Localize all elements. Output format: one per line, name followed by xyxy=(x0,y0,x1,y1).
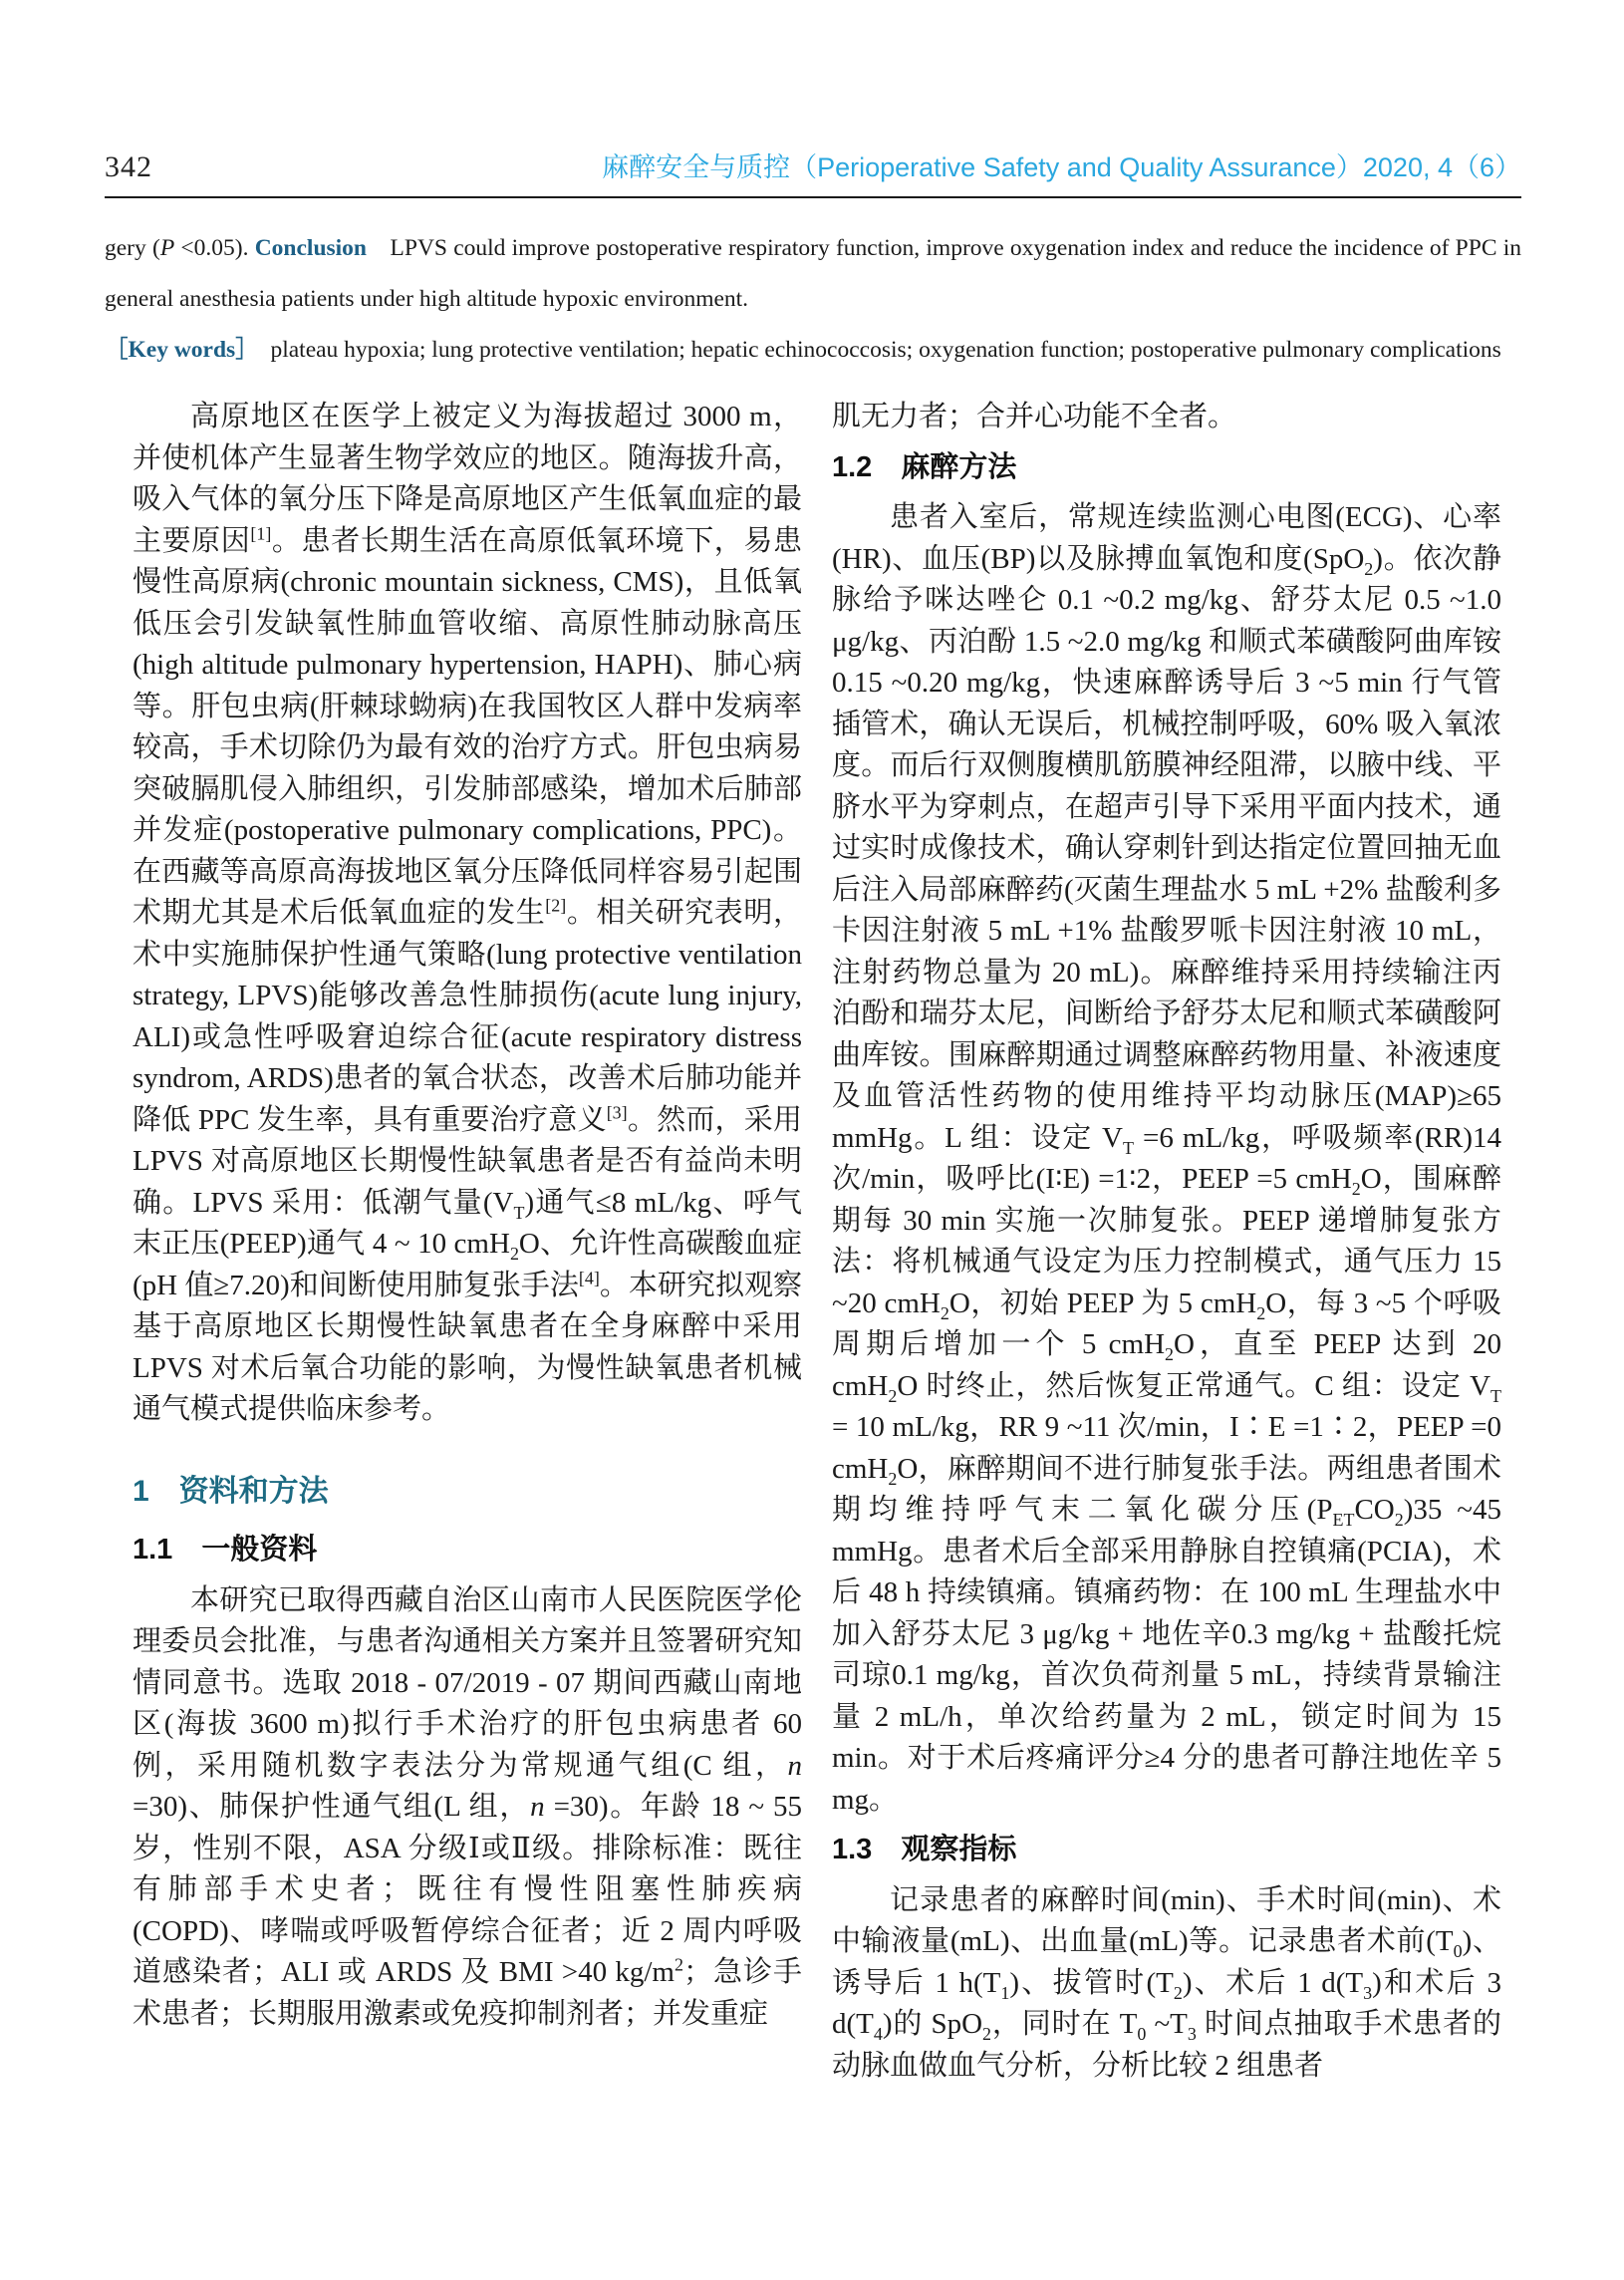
body-right-column xyxy=(832,397,1501,2087)
subsection-heading: 1.3 观察指标 xyxy=(832,1834,1017,1865)
body-paragraph: 本研究已取得西藏自治区山南市人民医院医学伦理委员会批准，与患者沟通相关方案并且签署研究知情同意书。选取 2018 - 07/2019 - 07 期间西藏山南地区(海拔 3600 m)拟行手术治疗的肝包虫病患者 60 例，采用随机数字表法分为常规通气组(C 组，n =30)、肺保护性通气组(L 组，n =30)。年龄 18 ~ 55 岁，性别不限，ASA 分级Ⅰ或Ⅱ级。排除标准：既往有肺部手术史者；既往有慢性阻塞性肺疾病(COPD)、哮喘或呼吸暂停综合征者；近 2 周内呼吸道感染者；ALI 或 ARDS 及 BMI >40 $kg/m^2$；急诊手术患者；长期服用激素或免疫抑制剂者；并发重症 xyxy=(133,1583,803,2030)
subsection-heading: 1.1 一般资料 xyxy=(133,1534,318,1566)
body-left-column xyxy=(133,397,802,2087)
journal-title: 麻醉安全与质控（Perioperative Safety and Quality Assurance）2020, 4（6） xyxy=(602,152,1521,182)
body-paragraph: 肌无力者；合并心功能不全者。 xyxy=(832,401,1237,432)
abstract-continuation: gery (P <0.05). Conclusion LPVS could improve postoperative respiratory function, improve oxygenation index and reduce the incidence of PPC in general anesthesia patients under high altitude hypoxic environment. xyxy=(105,235,1521,312)
abstract-tail xyxy=(105,223,1521,376)
header-rule xyxy=(105,196,1521,198)
keywords-label: ［Key words］ xyxy=(105,337,259,363)
conclusion-label: Conclusion xyxy=(254,235,368,261)
page-number: 342 xyxy=(105,150,152,183)
subsection-heading: 1.2 麻醉方法 xyxy=(832,450,1017,483)
body-paragraph: 患者入室后，常规连续监测心电图(ECG)、心率(HR)、血压(BP)以及脉搏血氧饱和度(SpO$_2$)。依次静脉给予咪达唑仑 0.1 ~0.2 mg/kg、舒芬太尼 0.5 ~1.0 μg/kg、丙泊酚 1.5 ~2.0 mg/kg 和顺式苯磺酸阿曲库铵 0.15 ~0.20 mg/kg，快速麻醉诱导后 3 ~5 min 行气管插管术，确认无误后，机械控制呼吸，60% 吸入氧浓度。而后行双侧腹横肌筋膜神经阻滞，以腋中线、平脐水平为穿刺点，在超声引导下采用平面内技术，通过实时成像技术，确认穿刺针到达指定位置回抽无血后注入局部麻醉药(灭菌生理盐水 5 mL +2% 盐酸利多卡因注射液 5 mL +1% 盐酸罗哌卡因注射液 10 mL，注射药物总量为 20 mL)。麻醉维持采用持续输注丙泊酚和瑞芬太尼，间断给予舒芬太尼和顺式苯磺酸阿曲库铵。围麻醉期通过调整麻醉药物用量、补液速度及血管活性药物的使用维持平均动脉压(MAP)≥65 mmHg。L 组：设定 $V_T =6$ mL/kg，呼吸频率(RR)14 次/min，吸呼比(I∶E) =1∶2，PEEP =5 cmH$_2$O，围麻醉期每 30 min 实施一次肺复张。PEEP 递增肺复张方法：将机械通气设定为压力控制模式，通气压力 15 ~20 cmH$_2$O，初始 PEEP 为 5 cmH$_2$O，每 3 ~5 个呼吸周期后增加一个 5 cmH$_2$O，直至 PEEP 达到 20 cmH$_2$O 时终止，然后恢复正常通气。C 组：设定 $V_T = 10$ mL/kg，RR 9 ~11 次/min，I∶E =1∶2，PEEP =0 cmH$_2$O，麻醉期间不进行肺复张手法。两组患者围术期均维持呼气末二氧化碳分压$(P_{ET}CO_2)35$ ~45 mmHg。患者术后全部采用静脉自控镇痛(PCIA)，术后 48 h 持续镇痛。镇痛药物：在 100 mL 生理盐水中加入舒芬太尼 3 μg/kg + 地佐辛0.3 mg/kg + 盐酸托烷司琼0.1 mg/kg，首次负荷剂量 5 mL，持续背景输注量 2 mL/h，单次给药量为 2 mL，锁定时间为 15 min。对于术后疼痛评分≥4 分的患者可静注地佐辛 5 mg。 xyxy=(832,501,1501,1816)
keywords-line: ［Key words］ plateau hypoxia; lung protective ventilation; hepatic echinococcosis; oxygenation function; postoperative pulmonary complications xyxy=(105,337,1501,363)
section-heading: 1 资料和方法 xyxy=(133,1474,329,1508)
body-paragraph: 记录患者的麻醉时间(min)、手术时间(min)、术中输液量(mL)、出血量(mL)等。记录患者术前$(T_0)$、诱导后 1 $h(T_1)$、拔管时$(T_2)$、术后 1 $d(T_3)$和术后 3 $d(T_4)$的 SpO$_2$，同时在 $T_0$ $\sim T_3$ 时间点抽取手术患者的动脉血做血气分析，分析比较 2 组患者 xyxy=(832,1883,1502,2082)
running-head xyxy=(105,145,1521,184)
body-paragraph: 高原地区在医学上被定义为海拔超过 3000 m，并使机体产生显著生物学效应的地区。随海拔升高，吸入气体的氧分压下降是高原地区产生低氧血症的最主要原因[1]。患者长期生活在高原低氧环境下，易患慢性高原病(chronic mountain sickness, CMS)，且低氧低压会引发缺氧性肺血管收缩、高原性肺动脉高压(high altitude pulmonary hypertension, HAPH)、肺心病等。肝包虫病(肝棘球蚴病)在我国牧区人群中发病率较高，手术切除仍为最有效的治疗方式。肝包虫病易突破膈肌侵入肺组织，引发肺部感染，增加术后肺部并发症(postoperative pulmonary complications, PPC)。在西藏等高原高海拔地区氧分压降低同样容易引起围术期尤其是术后低氧血症的发生[2]。相关研究表明，术中实施肺保护性通气策略(lung protective ventilation strategy, LPVS)能够改善急性肺损伤(acute lung injury, ALI)或急性呼吸窘迫综合征(acute respiratory distress syndrom, ARDS)患者的氧合状态，改善术后肺功能并降低 PPC 发生率，具有重要治疗意义[3]。然而，采用 LPVS 对高原地区长期慢性缺氧患者是否有益尚未明确。LPVS 采用：低潮气量$(V_T)$通气≤8 mL/kg、呼气末正压(PEEP)通气 4 ~ 10 cmH$_2$O、允许性高碳酸血症(pH 值≥7.20)和间断使用肺复张手法[4]。本研究拟观察基于高原地区长期慢性缺氧患者在全身麻醉中采用 LPVS 对术后氧合功能的影响，为慢性缺氧患者机械通气模式提供临床参考。 xyxy=(133,401,802,1425)
body-columns xyxy=(133,397,1501,2087)
